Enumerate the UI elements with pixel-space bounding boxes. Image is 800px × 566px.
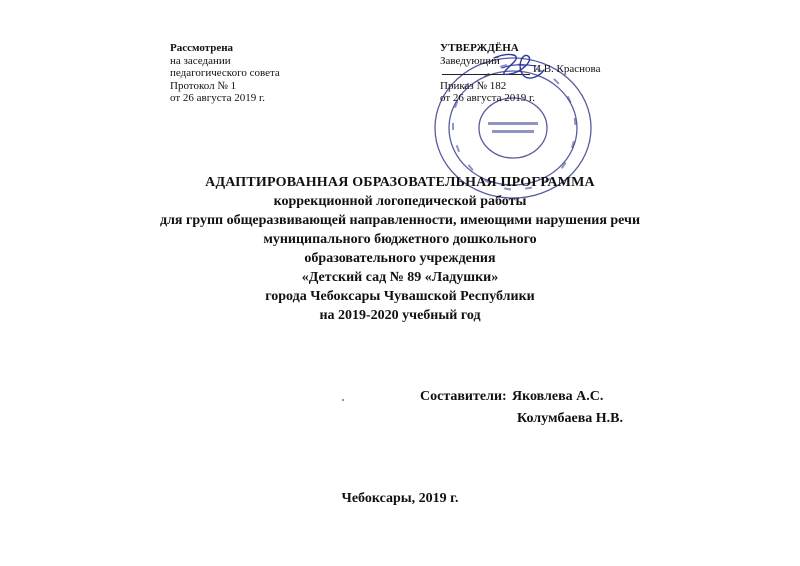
reviewed-line: педагогического совета [170,67,280,79]
program-title-line: для групп общеразвивающей направленности, имеющими нарушения речи [159,213,641,228]
author-name: Яковлева А.С. [512,389,604,404]
scan-speck [342,399,344,401]
program-title-line: коррекционной логопедической работы [273,194,527,209]
approved-order: Приказ № 182 [440,79,507,92]
reviewed-line: от 26 августа 2019 г. [170,92,265,104]
program-title-line: образовательного учреждения [304,251,496,266]
reviewed-block [170,42,280,105]
approved-position: Заведующий [440,54,500,67]
handwritten-signature [488,50,548,84]
reviewed-title: Рассмотрена [170,42,234,54]
authors-label: Составители: [420,389,507,404]
program-title-line: муниципального бюджетного дошкольного [263,232,537,247]
signatory-name: И.В. Краснова [533,63,601,75]
approved-date: от 26 августа 2019 г. [440,92,535,104]
reviewed-line: на заседании [170,54,231,67]
approved-title: УТВЕРЖДЁНА [440,42,519,54]
program-title-line: «Детский сад № 89 «Ладушки» [301,270,499,285]
program-title [0,173,800,325]
program-title-line: АДАПТИРОВАННАЯ ОБРАЗОВАТЕЛЬНАЯ ПРОГРАММА [205,175,595,190]
place-year: Чебоксары, 2019 г. [341,491,459,506]
reviewed-line: Протокол № 1 [170,79,237,92]
program-title-line: города Чебоксары Чувашской Республики [265,289,535,304]
author-name: Колумбаева Н.В. [517,411,623,426]
program-title-line: на 2019-2020 учебный год [319,308,481,323]
